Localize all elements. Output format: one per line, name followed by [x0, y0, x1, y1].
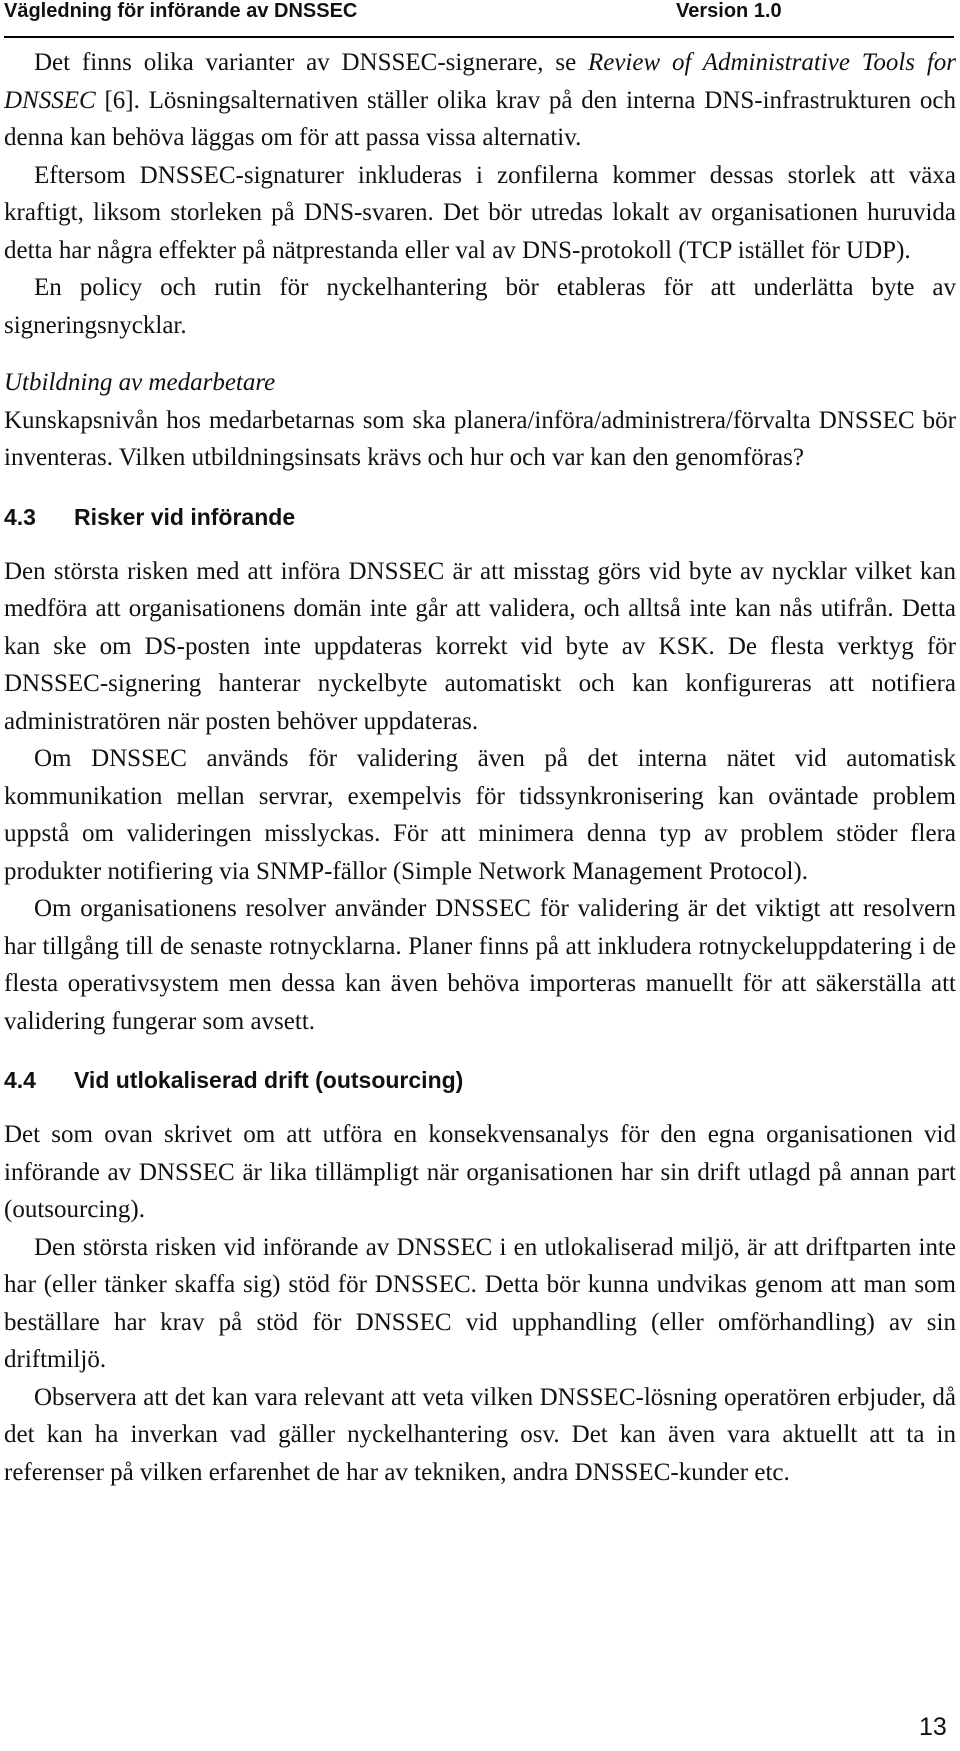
page-number: 13: [919, 1713, 947, 1741]
outsourcing-paragraph-3: Observera att det kan vara relevant att veta vilken DNSSEC-lösning operatören erbjuder, då det kan ha inverkan vad gäller nyckelhantering osv. Det kan även vara aktuellt att ta in referenser på vilken erfarenhet de har av tekniken, andra DNSSEC-kunder etc.: [4, 1383, 956, 1486]
document-body: [4, 44, 956, 1491]
outsourcing-paragraph-1: Det som ovan skrivet om att utföra en konsekvensanalys för den egna organisationen vid införande av DNSSEC är lika tillämpligt när organisationen har sin drift utlagd på annan part (outsourcing).: [4, 1121, 956, 1223]
section-title-4-3: Risker vid införande: [74, 503, 296, 530]
risk-paragraph-1: Den största risken med att införa DNSSEC är att misstag görs vid byte av nycklar vilket kan medföra att organisationens domän inte går att validera, och alltså inte kan nås utifrån. Detta kan ske om DS-posten inte uppdateras korrekt vid byte av KSK. De flesta verktyg för DNSSEC-signering hanterar nyckelbyte automatiskt och kan konfigureras att notifiera administratören när posten behöver uppdateras.: [4, 557, 956, 735]
section-title-4-4: Vid utlokaliserad drift (outsourcing): [74, 1067, 464, 1093]
risk-paragraph-2: Om DNSSEC används för validering även på det interna nätet vid automatisk kommunikation mellan servrar, exempelvis för tidssynkronisering kan oväntade problem uppstå om valideringen misslyckas. För att minimera denna typ av problem stöder flera produkter notifiering via SNMP-fällor (Simple Network Management Protocol).: [4, 745, 956, 885]
section-heading-4-4: [4, 1065, 956, 1095]
intro-paragraph-1: [4, 44, 956, 157]
document-version: Version 1.0: [676, 0, 782, 22]
intro-paragraph-2: Eftersom DNSSEC-signaturer inkluderas i zonfilerna kommer dessas storlek att växa kraftigt, liksom storleken på DNS-svaren. Det bör utredas lokalt av organisationen huruvida detta har några effekter på nätprestanda eller val av DNS-protokoll (TCP istället för UDP).: [4, 161, 956, 264]
intro-p1-prefix: Det finns olika varianter av DNSSEC-signerare, se: [34, 49, 588, 76]
training-paragraph: Kunskapsnivån hos medarbetarnas som ska planera/införa/administrera/förvalta DNSSEC bör inventeras. Vilken utbildningsinsats krävs och hur och var kan den genomföras?: [4, 406, 956, 471]
intro-paragraph-3: En policy och rutin för nyckelhantering bör etableras för att underlätta byte av signeringsnycklar.: [4, 274, 956, 339]
section-number-4-3: 4.3: [4, 503, 36, 530]
header-divider: [4, 36, 954, 38]
document-title: Vägledning för införande av DNSSEC: [4, 0, 358, 22]
section-heading-4-3: [4, 502, 956, 532]
risk-paragraph-3: Om organisationens resolver använder DNSSEC för validering är det viktigt att resolvern har tillgång till de senaste rotnycklarna. Planer finns på att inkludera rotnyckeluppdatering i de flesta operativsystem men dessa kan även behöva importeras manuellt för att säkerställa att validering fungerar som avsett.: [4, 895, 956, 1035]
training-subheading: Utbildning av medarbetare: [4, 369, 276, 396]
intro-p1-suffix: [6]. Lösningsalternativen ställer olika krav på den interna DNS-infrastrukturen och denna kan behöva läggas om för att passa vissa alternativ.: [4, 86, 956, 151]
page-header: [4, 0, 954, 40]
outsourcing-paragraph-2: Den största risken vid införande av DNSSEC i en utlokaliserad miljö, är att driftparten inte har (eller tänker skaffa sig) stöd för DNSSEC. Detta bör kunna undvikas genom att man som beställare har krav på stöd för DNSSEC vid upphandling (eller omförhandling) av sin driftmiljö.: [4, 1233, 956, 1373]
intro-p1-reference-title: Review of Administrative Tools for DNSSEC: [4, 49, 956, 114]
section-number-4-4: 4.4: [4, 1067, 36, 1093]
